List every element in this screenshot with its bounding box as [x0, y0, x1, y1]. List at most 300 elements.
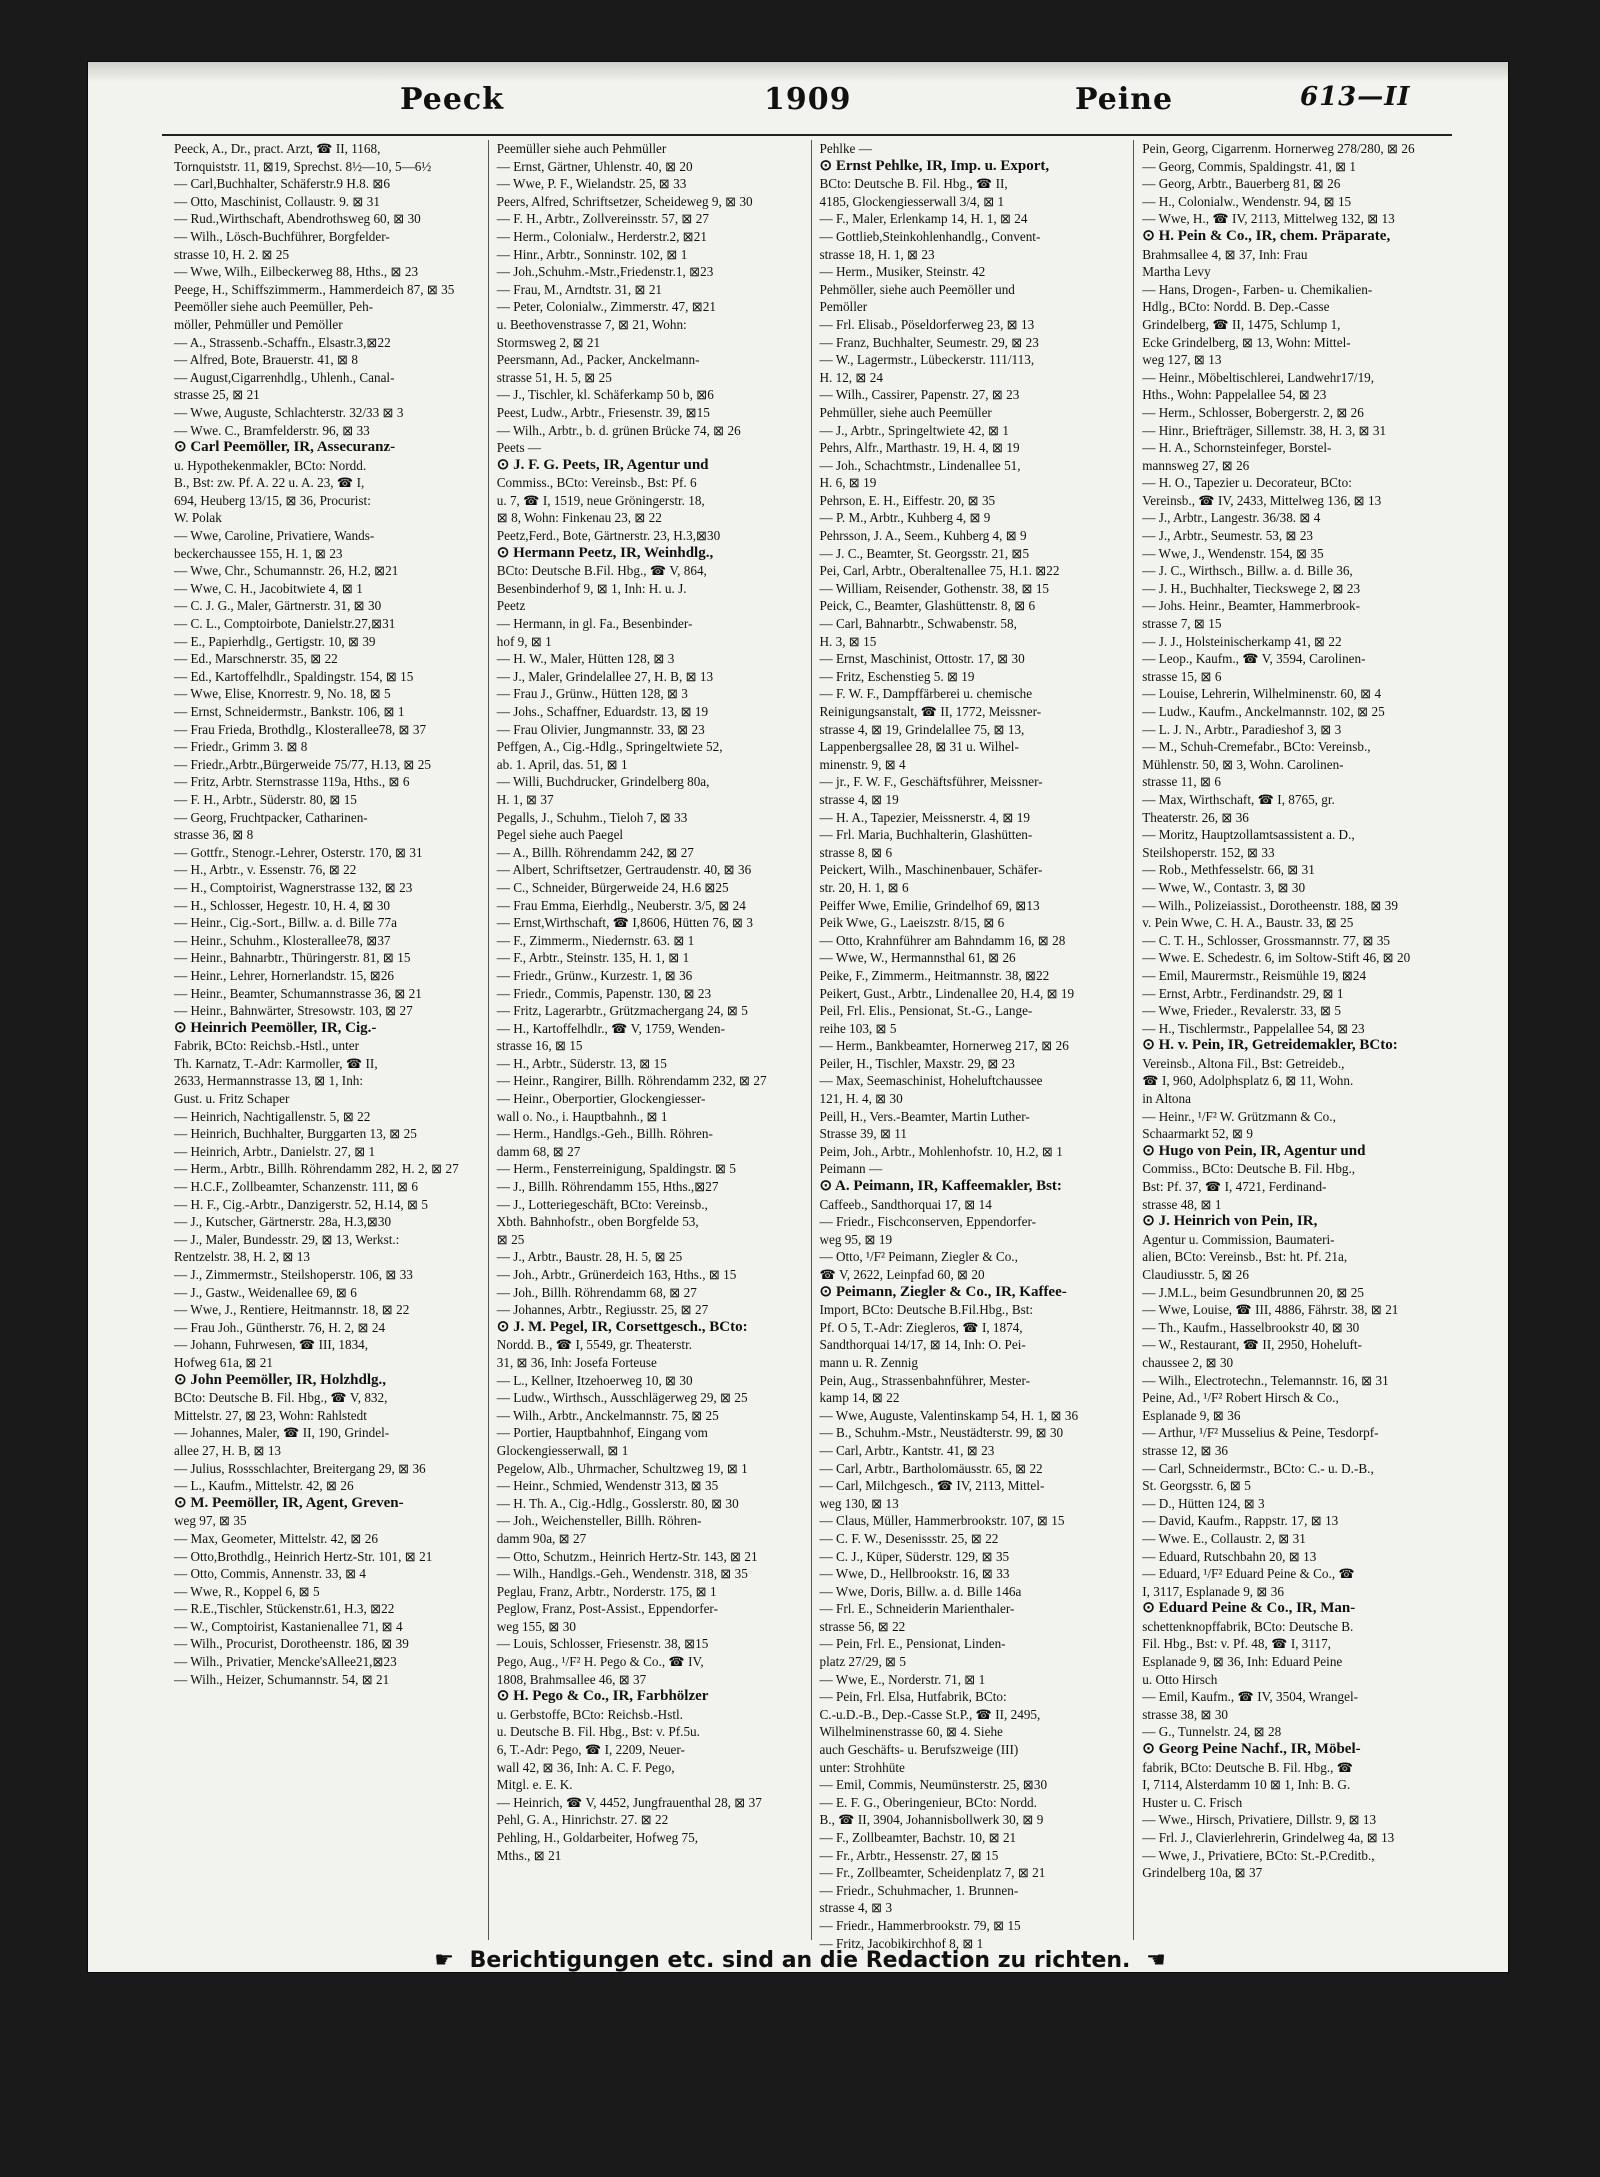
directory-entry: — Hans, Drogen-, Farben- u. Chemikalien- [1142, 281, 1373, 297]
directory-entry: Sandthorquai 14/17, ⊠ 14, Inh: O. Pei- [819, 1337, 1026, 1353]
directory-entry: Fil. Hbg., Bst: v. Pf. 48, ☎ I, 3117, [1142, 1636, 1331, 1652]
directory-entry: Peets — [496, 440, 542, 456]
directory-entry: — Friedr., Hammerbrookstr. 79, ⊠ 15 [819, 1917, 1021, 1933]
directory-entry: — Friedr.,Arbtr.,Bürgerweide 75/77, H.13, ⊠ 25 [174, 756, 431, 772]
directory-entry: Tornquiststr. 11, ⊠19, Sprechst. 8½—10, 5—6½ [174, 158, 432, 174]
directory-entry: Fabrik, BCto: Reichsb.-Hstl., unter [174, 1038, 359, 1054]
directory-entry: strasse 16, ⊠ 15 [496, 1038, 583, 1054]
directory-entry: — Johs., Schaffner, Eduardstr. 13, ⊠ 19 [496, 704, 709, 719]
directory-entry: Pehl, G. A., Hinrichstr. 27. ⊠ 22 [496, 1812, 669, 1828]
directory-entry: — Pein, Frl. E., Pensionat, Linden- [819, 1636, 1006, 1652]
directory-entry: — Wwe, Auguste, Valentinskamp 54, H. 1, ⊠ 36 [819, 1407, 1079, 1423]
directory-entry: — Julius, Rossschlachter, Breitergang 29, ⊠ 36 [174, 1460, 426, 1476]
directory-entry: — C. L., Comptoirbote, Danielstr.27,⊠31 [174, 616, 396, 632]
directory-entry: — Ernst, Maschinist, Ottostr. 17, ⊠ 30 [819, 651, 1025, 667]
directory-entry: H. 12, ⊠ 24 [819, 369, 883, 385]
directory-entry: Hofweg 61a, ⊠ 21 [174, 1354, 273, 1370]
directory-entry: Martha Levy [1142, 264, 1211, 280]
directory-entry: — Wilh., Cassirer, Papenstr. 27, ⊠ 23 [819, 387, 1020, 403]
directory-entry: BCto: Deutsche B. Fil. Hbg., ☎ II, [819, 176, 1008, 192]
directory-entry: — Peter, Colonialw., Zimmerstr. 47, ⊠21 [496, 299, 716, 315]
directory-entry: — Wwe, J., Rentiere, Heitmannstr. 18, ⊠ 22 [174, 1302, 410, 1318]
directory-entry: — Heinr., Bahnwärter, Stresowstr. 103, ⊠ 27 [174, 1003, 413, 1019]
directory-entry: — Wwe, Louise, ☎ III, 4886, Fährstr. 38, ⊠ 21 [1142, 1302, 1399, 1318]
directory-entry: — Alfred, Bote, Brauerstr. 41, ⊠ 8 [174, 352, 358, 368]
directory-entry: — J., Gastw., Weidenallee 69, ⊠ 6 [174, 1284, 357, 1300]
directory-entry: strasse 12, ⊠ 36 [1142, 1442, 1229, 1458]
directory-entry: strasse 4, ⊠ 19, Grindelallee 75, ⊠ 13, [819, 721, 1025, 737]
directory-entry: strasse 4, ⊠ 19 [819, 791, 899, 807]
directory-entry: — Herm., Musiker, Steinstr. 42 [819, 264, 986, 280]
directory-entry: — F., Zimmerm., Niedernstr. 63. ⊠ 1 [496, 932, 695, 948]
directory-entry: — H. O., Tapezier u. Decorateur, BCto: [1142, 475, 1352, 491]
directory-entry: beckerchaussee 155, H. 1, ⊠ 23 [174, 545, 343, 561]
directory-entry: — J., Zimmermstr., Steilshoperstr. 106, ⊠ 33 [174, 1267, 413, 1282]
directory-entry: Hdlg., BCto: Nordd. B. Dep.-Casse [1142, 299, 1330, 315]
directory-entry: — C. T. H., Schlosser, Grossmannstr. 77, ⊠ 35 [1142, 932, 1391, 948]
directory-entry: strasse 8, ⊠ 6 [819, 844, 893, 860]
column-1 [166, 140, 489, 1940]
directory-entry: fabrik, BCto: Deutsche B. Fil. Hbg., ☎ [1142, 1759, 1354, 1775]
directory-entry: — Wilh., Handlgs.-Geh., Wendenstr. 318, ⊠ 35 [496, 1566, 748, 1582]
directory-entry: — Wwe, H., ☎ IV, 2113, Mittelweg 132, ⊠ 13 [1142, 211, 1395, 227]
directory-entry: — L., Kellner, Itzehoerweg 10, ⊠ 30 [496, 1372, 693, 1388]
directory-entry: — L., Kaufm., Mittelstr. 42, ⊠ 26 [174, 1478, 354, 1494]
directory-entry: kamp 14, ⊠ 22 [819, 1390, 900, 1406]
directory-entry: W. Polak [174, 510, 222, 526]
directory-entry: — H., Arbtr., v. Essenstr. 76, ⊠ 22 [174, 862, 357, 878]
directory-entry: Commiss., BCto: Vereinsb., Bst: Pf. 6 [496, 475, 697, 491]
directory-entry: Peim, Joh., Arbtr., Mohlenhofstr. 10, H.2, ⊠ 1 [819, 1143, 1063, 1159]
directory-entry: ⊙ Carl Peemöller, IR, Assecuranz- [174, 439, 396, 456]
directory-entry: Brahmsallee 4, ⊠ 37, Inh: Frau [1142, 246, 1308, 262]
directory-entry: — Wilh., Arbtr., Anckelmannstr. 75, ⊠ 25 [496, 1407, 719, 1423]
directory-entry: — H. W., Maler, Hütten 128, ⊠ 3 [496, 651, 675, 667]
directory-entry: St. Georgsstr. 6, ⊠ 5 [1142, 1478, 1251, 1494]
directory-entry: weg 155, ⊠ 30 [496, 1618, 576, 1634]
directory-entry: — Frau Olivier, Jungmannstr. 33, ⊠ 23 [496, 721, 705, 737]
directory-entry: Peetz,Ferd., Bote, Gärtnerstr. 23, H.3,⊠30 [496, 528, 721, 544]
directory-entry: ☎ I, 960, Adolphsplatz 6, ⊠ 11, Wohn. [1142, 1073, 1354, 1089]
directory-entry: — Wilh., Polizeiassist., Dorotheenstr. 188, ⊠ 39 [1142, 897, 1398, 913]
directory-entry: Nordd. B., ☎ I, 5549, gr. Theaterstr. [496, 1337, 693, 1353]
directory-entry: — Eduard, ¹/F² Eduard Peine & Co., ☎ [1142, 1566, 1355, 1582]
directory-entry: — B., Schuhm.-Mstr., Neustädterstr. 99, ⊠ 30 [819, 1425, 1064, 1441]
directory-entry: — Rob., Methfesselstr. 66, ⊠ 31 [1142, 862, 1315, 878]
directory-entry: — Wwe, Chr., Schumannstr. 26, H.2, ⊠21 [174, 563, 399, 579]
header-left-keyword: Peeck [400, 82, 504, 117]
directory-entry: str. 20, H. 1, ⊠ 6 [819, 879, 909, 895]
directory-entry: Pehmüller, siehe auch Peemüller [819, 404, 992, 420]
directory-entry: — Otto, ¹/F² Peimann, Ziegler & Co., [819, 1249, 1018, 1265]
directory-entry: Peike, F., Zimmerm., Heitmannstr. 38, ⊠22 [819, 967, 1050, 983]
directory-entry: — J., Billh. Röhrendamm 155, Hths.,⊠27 [496, 1179, 719, 1195]
directory-entry: — H. A., Tapezier, Meissnerstr. 4, ⊠ 19 [819, 809, 1030, 825]
directory-entry: Mittelstr. 27, ⊠ 23, Wohn: Rahlstedt [174, 1407, 367, 1423]
directory-entry: strasse 48, ⊠ 1 [1142, 1196, 1222, 1212]
directory-entry: unter: Strohhüte [819, 1759, 905, 1775]
directory-entry: Esplanade 9, ⊠ 36 [1142, 1407, 1241, 1423]
directory-entry: Peersmann, Ad., Packer, Anckelmann- [496, 352, 700, 368]
directory-entry: 1808, Brahmsallee 46, ⊠ 37 [496, 1671, 647, 1687]
directory-entry: B., Bst: zw. Pf. A. 22 u. A. 23, ☎ I, [174, 475, 365, 491]
directory-entry: — Carl,Buchhalter, Schäferstr.9 H.8. ⊠6 [174, 176, 390, 192]
directory-entry: — Heinr., Bahnarbtr., Thüringerstr. 81, ⊠ 15 [174, 950, 411, 966]
directory-entry: — Georg, Commis, Spaldingstr. 41, ⊠ 1 [1142, 158, 1357, 174]
directory-entry: — Wilh., Procurist, Dorotheenstr. 186, ⊠ 39 [174, 1636, 409, 1652]
directory-entry: strasse 15, ⊠ 6 [1142, 668, 1222, 684]
directory-entry: ⊙ John Peemöller, IR, Holzhdlg., [174, 1371, 387, 1388]
directory-entry: — Joh., Billh. Röhrendamm 68, ⊠ 27 [496, 1284, 697, 1300]
directory-entry: Esplanade 9, ⊠ 36, Inh: Eduard Peine [1142, 1654, 1343, 1670]
directory-entry: — Carl, Arbtr., Bartholomäusstr. 65, ⊠ 22 [819, 1460, 1043, 1476]
directory-entry: — Wwe, P. F., Wielandstr. 25, ⊠ 33 [496, 176, 687, 192]
directory-entry: — Heinr., Schmied, Wendenstr 313, ⊠ 35 [496, 1478, 719, 1494]
directory-entry: ⊠ 8, Wohn: Finkenau 23, ⊠ 22 [496, 510, 662, 526]
directory-entry: ⊙ Eduard Peine & Co., IR, Man- [1142, 1600, 1356, 1617]
directory-entry: BCto: Deutsche B.Fil. Hbg., ☎ V, 864, [496, 563, 707, 579]
directory-entry: Stormsweg 2, ⊠ 21 [496, 334, 601, 350]
directory-entry: Peffgen, A., Cig.-Hdlg., Springeltwiete 52, [496, 739, 723, 755]
directory-entry: — Willi, Buchdrucker, Grindelberg 80a, [496, 774, 710, 790]
directory-entry: — Joh., Schachtmstr., Lindenallee 51, [819, 457, 1021, 473]
directory-entry: — D., Hütten 124, ⊠ 3 [1142, 1495, 1265, 1511]
directory-entry: — J., Arbtr., Springeltwiete 42, ⊠ 1 [819, 422, 1009, 438]
directory-entry: — Fritz, Eschenstieg 5. ⊠ 19 [819, 668, 975, 684]
directory-entry: — Carl, Schneidermstr., BCto: C.- u. D.-B., [1142, 1460, 1374, 1476]
directory-entry: auch Geschäfts- u. Berufszweige (III) [819, 1742, 1019, 1758]
directory-entry: — Fr., Arbtr., Hessenstr. 27, ⊠ 15 [819, 1847, 999, 1863]
directory-entry: — Hinr., Briefträger, Sillemstr. 38, H. 3, ⊠ 31 [1142, 422, 1387, 438]
directory-entry: — Emil, Kaufm., ☎ IV, 3504, Wrangel- [1142, 1689, 1358, 1705]
directory-entry: reihe 103, ⊠ 5 [819, 1020, 897, 1036]
directory-entry: — Wwe. C., Bramfelderstr. 96, ⊠ 33 [174, 422, 370, 438]
directory-entry: Pein, Georg, Cigarrenm. Hornerweg 278/280, ⊠ 26 [1142, 141, 1415, 156]
directory-entry: — Herm., Colonialw., Herderstr.2, ⊠21 [496, 228, 707, 244]
directory-entry: — Carl, Bahnarbtr., Schwabenstr. 58, [819, 616, 1017, 632]
directory-entry: Peeck, A., Dr., pract. Arzt, ☎ II, 1168, [174, 141, 381, 156]
directory-entry: ⊙ Peimann, Ziegler & Co., IR, Kaffee- [819, 1283, 1067, 1300]
directory-entry: Pein, Aug., Strassenbahnführer, Mester- [819, 1372, 1031, 1388]
pointing-hand-right-icon: ☛ [434, 1948, 454, 1973]
directory-entry: strasse 38, ⊠ 30 [1142, 1706, 1229, 1722]
header-rule [162, 134, 1452, 136]
directory-entry: wall o. No., i. Hauptbahnh., ⊠ 1 [496, 1108, 668, 1124]
directory-entry: — Wwe, W., Hermannsthal 61, ⊠ 26 [819, 950, 1016, 966]
directory-entry: Peikert, Gust., Arbtr., Lindenallee 20, H.4, ⊠ 19 [819, 985, 1075, 1001]
directory-entry: — Otto, Krahnführer am Bahndamm 16, ⊠ 28 [819, 932, 1066, 948]
directory-entry: Commiss., BCto: Deutsche B. Fil. Hbg., [1142, 1161, 1356, 1177]
directory-entry: — Herm., Handlgs.-Geh., Billh. Röhren- [496, 1126, 713, 1142]
directory-entry: — Joh., Weichensteller, Billh. Röhren- [496, 1513, 702, 1529]
directory-entry: — Wwe, R., Koppel 6, ⊠ 5 [174, 1583, 320, 1599]
directory-entry: v. Pein Wwe, C. H. A., Baustr. 33, ⊠ 25 [1142, 915, 1354, 931]
directory-entry: — Frau Frieda, Brothdlg., Klosterallee78, ⊠ 37 [174, 721, 427, 737]
directory-entry: weg 130, ⊠ 13 [819, 1495, 899, 1511]
directory-entry: — Fritz, Arbtr. Sternstrasse 119a, Hths., ⊠ 6 [174, 774, 410, 790]
directory-entry: Pehlke — [819, 141, 872, 156]
directory-entry: — J. C., Wirthsch., Billw. a. d. Bille 36, [1142, 563, 1353, 579]
directory-entry: Glockengiesserwall, ⊠ 1 [496, 1442, 629, 1458]
directory-entry: Strasse 39, ⊠ 11 [819, 1126, 907, 1142]
directory-entry: 121, H. 4, ⊠ 30 [819, 1091, 903, 1107]
directory-entry: — W., Comptoirist, Kastanienallee 71, ⊠ 4 [174, 1618, 403, 1634]
directory-entry: Peetz [496, 598, 526, 614]
directory-entry: — Wilh., Privatier, Mencke'sAllee21,⊠23 [174, 1654, 397, 1670]
directory-entry: ⊙ M. Peemöller, IR, Agent, Greven- [174, 1494, 404, 1511]
directory-entry: — C. J. G., Maler, Gärtnerstr. 31, ⊠ 30 [174, 598, 382, 614]
directory-entry: Pehmöller, siehe auch Peemöller und [819, 281, 1015, 297]
directory-entry: platz 27/29, ⊠ 5 [819, 1654, 906, 1670]
directory-entry: möller, Pehmüller und Pemöller [174, 316, 343, 332]
directory-entry: — H., Colonialw., Wendenstr. 94, ⊠ 15 [1142, 193, 1352, 209]
directory-entry: Agentur u. Commission, Baumateri- [1142, 1231, 1335, 1247]
directory-entry: alien, BCto: Vereinsb., Bst: ht. Pf. 21a, [1142, 1249, 1348, 1265]
directory-entry: wall 42, ⊠ 36, Inh: A. C. F. Pego, [496, 1759, 675, 1775]
directory-entry: BCto: Deutsche B. Fil. Hbg., ☎ V, 832, [174, 1390, 388, 1406]
directory-entry: — Wwe, J., Privatiere, BCto: St.-P.Creditb., [1142, 1847, 1375, 1863]
directory-entry: ⊙ H. Pego & Co., IR, Farbhölzer [496, 1688, 709, 1705]
directory-entry: — Heinrich, Nachtigallenstr. 5, ⊠ 22 [174, 1108, 371, 1124]
directory-entry: schettenknopffabrik, BCto: Deutsche B. [1142, 1618, 1354, 1634]
directory-entry: weg 95, ⊠ 19 [819, 1231, 893, 1247]
directory-entry: Mühlenstr. 50, ⊠ 3, Wohn. Carolinen- [1142, 756, 1344, 772]
directory-entry: ⊙ Heinrich Peemöller, IR, Cig.- [174, 1019, 377, 1036]
directory-entry: — Heinrich, Buchhalter, Burggarten 13, ⊠ 25 [174, 1126, 417, 1142]
column-3 [812, 140, 1135, 1951]
directory-entry: mann u. R. Zennig [819, 1354, 919, 1370]
directory-entry: — Fr., Zollbeamter, Scheidenplatz 7, ⊠ 21 [819, 1865, 1046, 1881]
directory-entry: — C. F. W., Desenissstr. 25, ⊠ 22 [819, 1530, 999, 1546]
directory-entry: Mths., ⊠ 21 [496, 1847, 562, 1863]
directory-entry: — H. Th. A., Cig.-Hdlg., Gosslerstr. 80, ⊠ 30 [496, 1495, 739, 1511]
directory-entry: ⊠ 25 [496, 1231, 525, 1247]
directory-entry: — Ed., Marschnerstr. 35, ⊠ 22 [174, 651, 338, 667]
directory-entry: — E. F. G., Oberingenieur, BCto: Nordd. [819, 1794, 1037, 1810]
directory-entry: u. Beethovenstrasse 7, ⊠ 21, Wohn: [496, 316, 687, 332]
directory-entry: — Albert, Schriftsetzer, Gertraudenstr. 40, ⊠ 36 [496, 862, 752, 878]
directory-entry: — Friedr., Fischconserven, Eppendorfer- [819, 1214, 1037, 1230]
directory-entry: Schaarmarkt 52, ⊠ 9 [1142, 1126, 1253, 1142]
directory-entry: Pehling, H., Goldarbeiter, Hofweg 75, [496, 1830, 699, 1845]
directory-entry: — Claus, Müller, Hammerbrookstr. 107, ⊠ 15 [819, 1513, 1065, 1529]
directory-entry: — W., Lagermstr., Lübeckerstr. 111/113, [819, 352, 1035, 368]
directory-entry: — Emil, Commis, Neumünsterstr. 25, ⊠30 [819, 1777, 1048, 1793]
directory-entry: — Emil, Maurermstr., Reismühle 19, ⊠24 [1142, 967, 1367, 983]
directory-entry: Ecke Grindelberg, ⊠ 13, Wohn: Mittel- [1142, 334, 1351, 350]
directory-entry: — Otto, Maschinist, Collaustr. 9. ⊠ 31 [174, 193, 380, 209]
directory-entry: Peik Wwe, G., Laeiszstr. 8/15, ⊠ 6 [819, 915, 1005, 931]
directory-entry: — Portier, Hauptbahnhof, Eingang vom [496, 1425, 708, 1441]
directory-entry: strasse 18, H. 1, ⊠ 23 [819, 246, 935, 262]
directory-entry: — Frau J., Grünw., Hütten 128, ⊠ 3 [496, 686, 688, 702]
directory-entry: — Ernst, Gärtner, Uhlenstr. 40, ⊠ 20 [496, 158, 693, 174]
directory-entry: — Herm., Schlosser, Bobergerstr. 2, ⊠ 26 [1142, 404, 1364, 420]
directory-entry: — Johs. Heinr., Beamter, Hammerbrook- [1142, 598, 1360, 614]
directory-entry: — Moritz, Hauptzollamtsassistent a. D., [1142, 827, 1355, 843]
directory-entry: — Ludw., Kaufm., Anckelmannstr. 102, ⊠ 25 [1142, 704, 1385, 719]
directory-entry: Peglau, Franz, Arbtr., Norderstr. 175, ⊠ 1 [496, 1583, 717, 1599]
directory-entry: ☎ V, 2622, Leinpfad 60, ⊠ 20 [819, 1267, 985, 1282]
directory-entry: in Altona [1142, 1091, 1191, 1107]
directory-entry: — Frau, M., Arndtstr. 31, ⊠ 21 [496, 281, 663, 297]
directory-entry: — Ernst, Arbtr., Ferdinandstr. 29, ⊠ 1 [1142, 985, 1344, 1001]
directory-entry: — Johannes, Arbtr., Regiusstr. 25, ⊠ 27 [496, 1302, 709, 1318]
pointing-hand-left-icon: ☚ [1146, 1948, 1166, 1973]
directory-entry: u. Hypothekenmakler, BCto: Nordd. [174, 457, 367, 473]
directory-entry: — H., Comptoirist, Wagnerstrasse 132, ⊠ 23 [174, 879, 413, 895]
directory-entry: Peickert, Wilh., Maschinenbauer, Schäfer- [819, 862, 1043, 878]
directory-entry: Huster u. C. Frisch [1142, 1794, 1243, 1810]
directory-entry: Th. Karnatz, T.-Adr: Karmoller, ☎ II, [174, 1055, 378, 1071]
directory-entry: minenstr. 9, ⊠ 4 [819, 756, 906, 772]
directory-entry: Peglow, Franz, Post-Assist., Eppendorfer- [496, 1601, 718, 1617]
directory-entry: — Wilh., Heizer, Schumannstr. 54, ⊠ 21 [174, 1671, 390, 1687]
directory-entry: — Wwe, Auguste, Schlachterstr. 32/33 ⊠ 3 [174, 404, 404, 420]
directory-entry: — J., Kutscher, Gärtnerstr. 28a, H.3,⊠30 [174, 1214, 392, 1230]
directory-entry: — David, Kaufm., Rappstr. 17, ⊠ 13 [1142, 1513, 1339, 1529]
directory-entry: 4185, Glockengiesserwall 3/4, ⊠ 1 [819, 193, 1005, 209]
directory-entry: — H. F., Cig.-Arbtr., Danzigerstr. 52, H.14, ⊠ 5 [174, 1196, 428, 1212]
directory-entry: — Otto,Brothdlg., Heinrich Hertz-Str. 101, ⊠ 21 [174, 1548, 433, 1564]
directory-entry: damm 90a, ⊠ 27 [496, 1530, 587, 1546]
directory-entry: — C. J., Küper, Süderstr. 129, ⊠ 35 [819, 1548, 1010, 1564]
directory-entry: — Franz, Buchhalter, Seumestr. 29, ⊠ 23 [819, 334, 1039, 350]
directory-entry: u. Deutsche B. Fil. Hbg., Bst: v. Pf.5u. [496, 1724, 700, 1740]
directory-entry: 31, ⊠ 36, Inh: Josefa Forteuse [496, 1354, 657, 1370]
directory-entry: — Friedr., Commis, Papenstr. 130, ⊠ 23 [496, 985, 712, 1001]
directory-entry: B., ☎ II, 3904, Johannisbollwerk 30, ⊠ 9 [819, 1812, 1044, 1828]
directory-entry: mannsweg 27, ⊠ 26 [1142, 457, 1250, 473]
directory-entry: Pf. O 5, T.-Adr: Ziegleros, ☎ I, 1874, [819, 1319, 1023, 1335]
directory-entry: — Arthur, ¹/F² Musselius & Peine, Tesdorpf- [1142, 1425, 1379, 1441]
directory-entry: 2633, Hermannstrasse 13, ⊠ 1, Inh: [174, 1073, 364, 1089]
directory-entry: — Wwe, W., Contastr. 3, ⊠ 30 [1142, 879, 1306, 895]
directory-entry: Import, BCto: Deutsche B.Fil.Hbg., Bst: [819, 1302, 1034, 1318]
directory-entry: strasse 11, ⊠ 6 [1142, 774, 1221, 790]
directory-entry: Peiffer Wwe, Emilie, Grindelhof 69, ⊠13 [819, 897, 1040, 913]
directory-entry: — William, Reisender, Gothenstr. 38, ⊠ 15 [819, 580, 1050, 596]
directory-entry: — Wwe. E., Collaustr. 2, ⊠ 31 [1142, 1530, 1306, 1546]
directory-entry: 6, T.-Adr: Pego, ☎ I, 2209, Neuer- [496, 1742, 685, 1758]
directory-entry: Pehrs, Alfr., Marthastr. 19, H. 4, ⊠ 19 [819, 440, 1020, 456]
directory-entry: — Wwe. E. Schedestr. 6, im Soltow-Stift 46, ⊠ 20 [1142, 950, 1411, 966]
directory-entry: — Heinrich, Arbtr., Danielstr. 27, ⊠ 1 [174, 1143, 376, 1159]
directory-entry: — M., Schuh-Cremefabr., BCto: Vereinsb., [1142, 739, 1371, 755]
directory-entry: Peil, Frl. Elis., Pensionat, St.-G., Lange- [819, 1003, 1033, 1019]
directory-entry: — Heinr., Möbeltischlerei, Landwehr17/19, [1142, 369, 1375, 385]
directory-entry: Peimann — [819, 1161, 883, 1177]
directory-entry: — Heinr., Beamter, Schumannstrasse 36, ⊠ 21 [174, 985, 422, 1001]
directory-entry: ⊙ J. Heinrich von Pein, IR, [1142, 1213, 1318, 1230]
directory-entry: — Heinr., Schuhm., Klosterallee78, ⊠37 [174, 932, 391, 948]
directory-entry: — J. J., Holsteinischerkamp 41, ⊠ 22 [1142, 633, 1342, 649]
directory-entry: Caffeeb., Sandthorquai 17, ⊠ 14 [819, 1196, 992, 1212]
directory-entry: — Friedr., Grünw., Kurzestr. 1, ⊠ 36 [496, 967, 693, 983]
directory-entry: Peemüller siehe auch Pehmüller [496, 141, 667, 156]
header-year: 1909 [764, 82, 852, 117]
directory-entry: I, 7114, Alsterdamm 10 ⊠ 1, Inh: B. G. [1142, 1777, 1351, 1793]
directory-entry: Peest, Ludw., Arbtr., Friesenstr. 39, ⊠15 [496, 404, 710, 420]
directory-entry: Grindelberg, ☎ II, 1475, Schlump 1, [1142, 316, 1341, 332]
directory-entry: — Georg, Arbtr., Bauerberg 81, ⊠ 26 [1142, 176, 1341, 192]
directory-entry: — Heinr., Lehrer, Hornerlandstr. 15, ⊠26 [174, 967, 395, 983]
directory-entry: — H., Kartoffelhdlr., ☎ V, 1759, Wenden- [496, 1020, 726, 1036]
directory-entry: ⊙ H. v. Pein, IR, Getreidemakler, BCto: [1142, 1037, 1398, 1054]
directory-entry: — Hinr., Arbtr., Sonninstr. 102, ⊠ 1 [496, 246, 688, 262]
directory-entry: — Th., Kaufm., Hasselbrookstr 40, ⊠ 30 [1142, 1319, 1360, 1335]
directory-entry: — Ernst, Schneidermstr., Bankstr. 106, ⊠ 1 [174, 704, 405, 719]
directory-entry: — J. H., Buchhalter, Tieckswege 2, ⊠ 23 [1142, 580, 1361, 596]
directory-entry: — Ed., Kartoffelhdlr., Spaldingstr. 154, ⊠ 15 [174, 668, 414, 684]
directory-entry: — Max, Seemaschinist, Hoheluftchaussee [819, 1073, 1043, 1089]
directory-entry: — Wwe., Hirsch, Privatiere, Dillstr. 9, ⊠ 13 [1142, 1812, 1377, 1828]
directory-entry: — Wwe, D., Hellbrookstr. 16, ⊠ 33 [819, 1566, 1010, 1582]
directory-entry: — Otto, Commis, Annenstr. 33, ⊠ 4 [174, 1566, 367, 1582]
directory-entry: — F. H., Arbtr., Süderstr. 80, ⊠ 15 [174, 791, 357, 807]
directory-entry: Pegalls, J., Schuhm., Tieloh 7, ⊠ 33 [496, 809, 688, 825]
scan-edge [88, 62, 1508, 82]
directory-entry: — P. M., Arbtr., Kuhberg 4, ⊠ 9 [819, 510, 991, 526]
directory-entry: strasse 25, ⊠ 21 [174, 387, 260, 403]
directory-entry: Theaterstr. 26, ⊠ 36 [1142, 809, 1249, 825]
directory-entry: Peine, Ad., ¹/F² Robert Hirsch & Co., [1142, 1390, 1339, 1406]
directory-entry: Vereinsb., ☎ IV, 2433, Mittelweg 136, ⊠ 13 [1142, 492, 1382, 508]
directory-entry: ⊙ A. Peimann, IR, Kaffeemakler, Bst: [819, 1178, 1062, 1195]
directory-entry: — J., Maler, Bundesstr. 29, ⊠ 13, Werkst.: [174, 1231, 400, 1247]
directory-entry: hof 9, ⊠ 1 [496, 633, 552, 649]
directory-entry: ⊙ J. M. Pegel, IR, Corsettgesch., BCto: [496, 1318, 748, 1335]
directory-entry: — Eduard, Rutschbahn 20, ⊠ 13 [1142, 1548, 1317, 1564]
directory-entry: Bst: Pf. 37, ☎ I, 4721, Ferdinand- [1142, 1179, 1327, 1195]
directory-entry: — F., Arbtr., Steinstr. 135, H. 1, ⊠ 1 [496, 950, 690, 966]
directory-entry: Pehrson, E. H., Eiffestr. 20, ⊠ 35 [819, 492, 996, 508]
directory-entry: — A., Billh. Röhrendamm 242, ⊠ 27 [496, 844, 694, 860]
directory-entry: Gust. u. Fritz Schaper [174, 1091, 290, 1107]
directory-entry: u. Otto Hirsch [1142, 1671, 1218, 1687]
directory-entry: ⊙ Georg Peine Nachf., IR, Möbel- [1142, 1741, 1361, 1758]
directory-entry: — Wwe, Doris, Billw. a. d. Bille 146a [819, 1583, 1022, 1599]
directory-entry: — J., Arbtr., Baustr. 28, H. 5, ⊠ 25 [496, 1249, 683, 1265]
directory-entry: — H., Arbtr., Süderstr. 13, ⊠ 15 [496, 1055, 667, 1071]
directory-entry: — Heinr., Cig.-Sort., Billw. a. d. Bille 77a [174, 915, 397, 931]
directory-entry: H. 1, ⊠ 37 [496, 791, 554, 807]
directory-entry: — Leop., Kaufm., ☎ V, 3594, Carolinen- [1142, 651, 1366, 667]
directory-entry: Lappenbergsallee 28, ⊠ 31 u. Wilhel- [819, 739, 1019, 755]
directory-entry: ⊙ Hugo von Pein, IR, Agentur und [1142, 1142, 1366, 1159]
directory-entry: — J.M.L., beim Gesundbrunnen 20, ⊠ 25 [1142, 1284, 1364, 1300]
directory-entry: strasse 10, H. 2. ⊠ 25 [174, 246, 290, 262]
directory-entry: — Joh., Arbtr., Grünerdeich 163, Hths., ⊠ 15 [496, 1267, 737, 1282]
directory-entry: — Frl. E., Schneiderin Marienthaler- [819, 1601, 1015, 1617]
directory-entry: — Wwe, E., Norderstr. 71, ⊠ 1 [819, 1671, 986, 1687]
directory-entry: — Johannes, Maler, ☎ II, 190, Grindel- [174, 1425, 390, 1441]
directory-entry: — Max, Geometer, Mittelstr. 42, ⊠ 26 [174, 1530, 378, 1546]
directory-entry: — Wilh., Lösch-Buchführer, Borgfelder- [174, 228, 390, 244]
directory-entry: — Otto, Schutzm., Heinrich Hertz-Str. 143, ⊠ 21 [496, 1548, 758, 1564]
directory-entry: — Friedr., Schuhmacher, 1. Brunnen- [819, 1882, 1019, 1898]
directory-entry: Rentzelstr. 38, H. 2, ⊠ 13 [174, 1249, 310, 1265]
directory-entry: — Wwe, Caroline, Privatiere, Wands- [174, 528, 375, 544]
directory-entry: — Pein, Frl. Elsa, Hutfabrik, BCto: [819, 1689, 1007, 1705]
directory-entry: H. 6, ⊠ 19 [819, 475, 877, 491]
directory-entry: — W., Restaurant, ☎ II, 2950, Hoheluft- [1142, 1337, 1362, 1353]
directory-entry: — F., Maler, Erlenkamp 14, H. 1, ⊠ 24 [819, 211, 1028, 227]
directory-entry: ⊙ Hermann Peetz, IR, Weinhdlg., [496, 544, 714, 561]
directory-entry: Reinigungsanstalt, ☎ II, 1772, Meissner- [819, 704, 1042, 719]
directory-entry: C.-u.D.-B., Dep.-Casse St.P., ☎ II, 2495, [819, 1706, 1041, 1722]
directory-entry: — Wilh., Electrotechn., Telemannstr. 16, ⊠ 31 [1142, 1372, 1389, 1388]
